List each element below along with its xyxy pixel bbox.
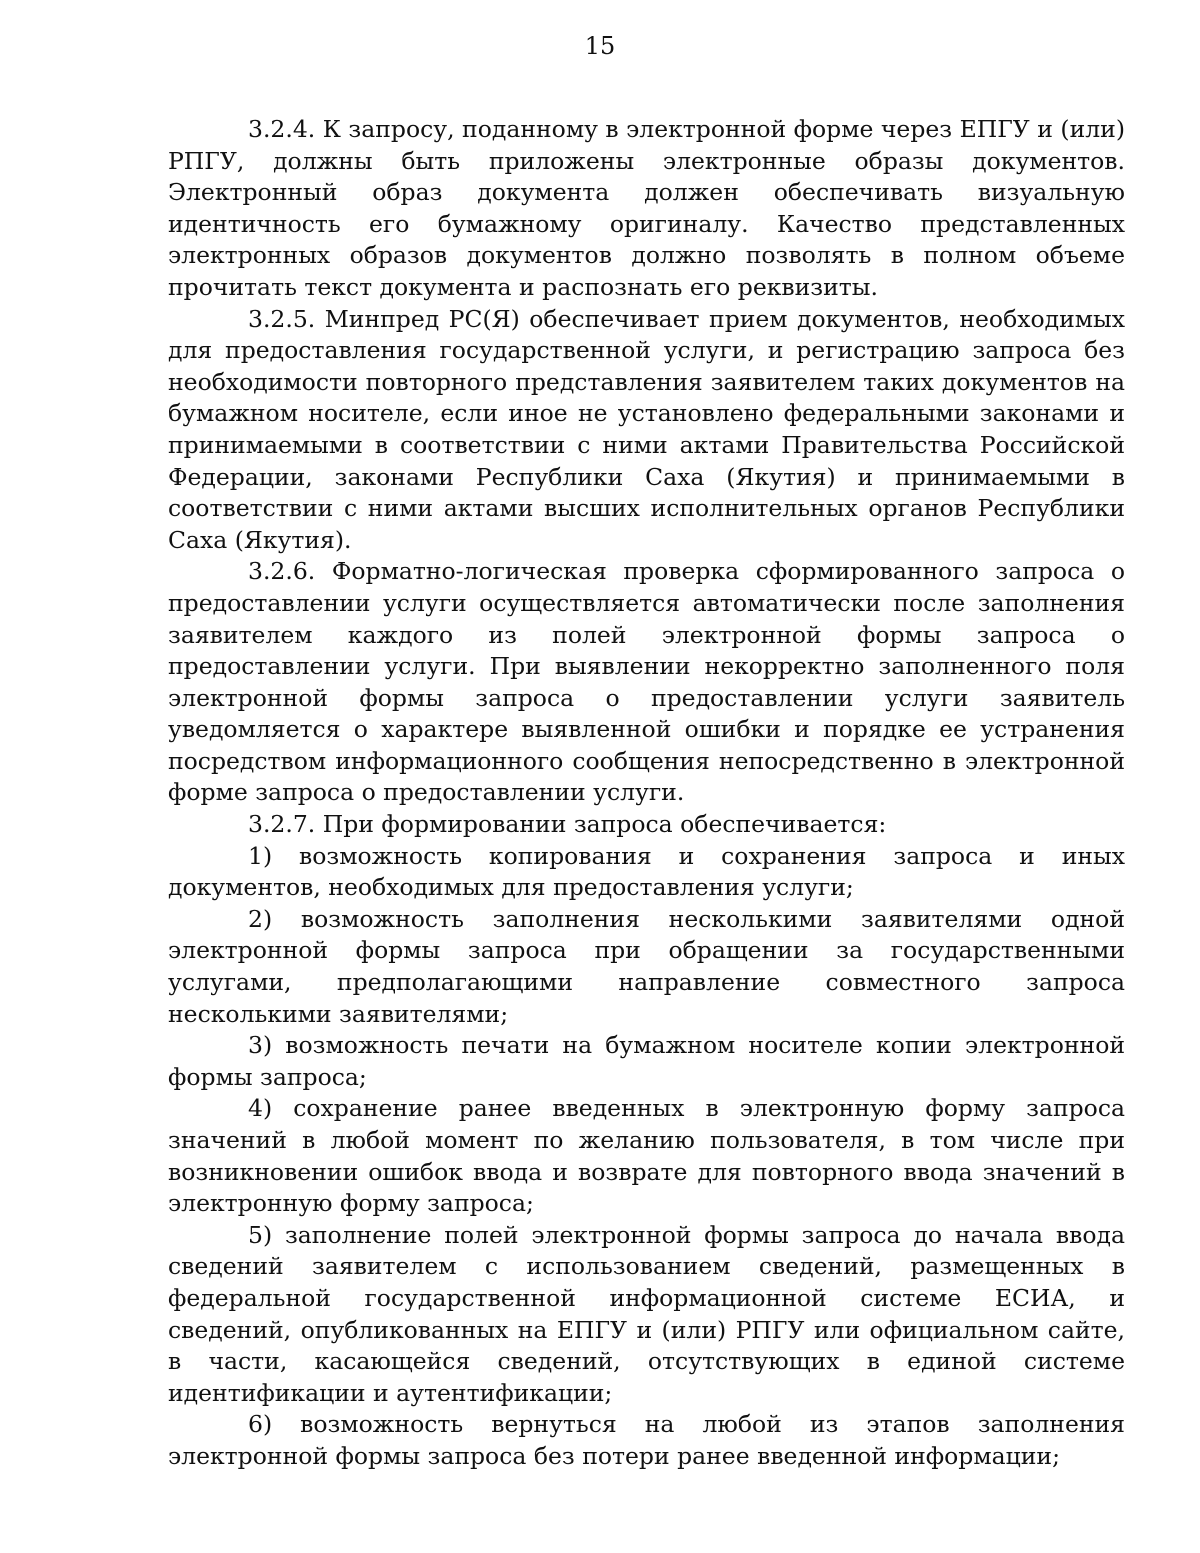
list-item-4: 4) сохранение ранее введенных в электронную форму запроса значений в любой момент по желанию пользователя, в том числе при возникновении ошибок ввода и возврате для повторного ввода значений в электронную форму запроса; [168, 1094, 1125, 1218]
document-body [168, 114, 1125, 1473]
page-number: 15 [584, 32, 616, 60]
list-item-5: 5) заполнение полей электронной формы запроса до начала ввода сведений заявителем с использованием сведений, размещенных в федеральной государственной информационной системе ЕСИА, и сведений, опубликованных на ЕПГУ и (или) РПГУ или официальном сайте, в части, касающейся сведений, отсутствующих в единой системе идентификации и аутентификации; [168, 1220, 1125, 1407]
paragraph-3-2-6: 3.2.6. Форматно-логическая проверка сформированного запроса о предоставлении услуги осуществляется автоматически после заполнения заявителем каждого из полей электронной формы запроса о предоставлении услуги. При выявлении некорректно заполненного поля электронной формы запроса о предоставлении услуги заявитель уведомляется о характере выявленной ошибки и порядке ее устранения посредством информационного сообщения непосредственно в электронной форме запроса о предоставлении услуги. [168, 557, 1125, 807]
paragraph-3-2-5: 3.2.5. Минпред РС(Я) обеспечивает прием документов, необходимых для предоставления государственной услуги, и регистрацию запроса без необходимости повторного представления заявителем таких документов на бумажном носителе, если иное не установлено федеральными законами и принимаемыми в соответствии с ними актами Правительства Российской Федерации, законами Республики Саха (Якутия) и принимаемыми в соответствии с ними актами высших исполнительных органов Республики Саха (Якутия). [168, 304, 1125, 554]
paragraph-3-2-7: 3.2.7. При формировании запроса обеспечивается: [248, 810, 887, 839]
list-item-6: 6) возможность вернуться на любой из этапов заполнения электронной формы запроса без потери ранее введенной информации; [168, 1410, 1125, 1470]
list-item-1: 1) возможность копирования и сохранения запроса и иных документов, необходимых для предоставления услуги; [168, 841, 1125, 902]
list-item-2: 2) возможность заполнения несколькими заявителями одной электронной формы запроса при обращении за государственными услугами, предполагающими направление совместного запроса несколькими заявителями; [168, 904, 1125, 1028]
paragraph-3-2-4: 3.2.4. К запросу, поданному в электронной форме через ЕПГУ и (или) РПГУ, должны быть приложены электронные образы документов. Электронный образ документа должен обеспечивать визуальную идентичность его бумажному оригиналу. Качество представленных электронных образов документов должно позволять в полном объеме прочитать текст документа и распознать его реквизиты. [168, 115, 1125, 301]
list-item-3: 3) возможность печати на бумажном носителе копии электронной формы запроса; [168, 1031, 1125, 1091]
